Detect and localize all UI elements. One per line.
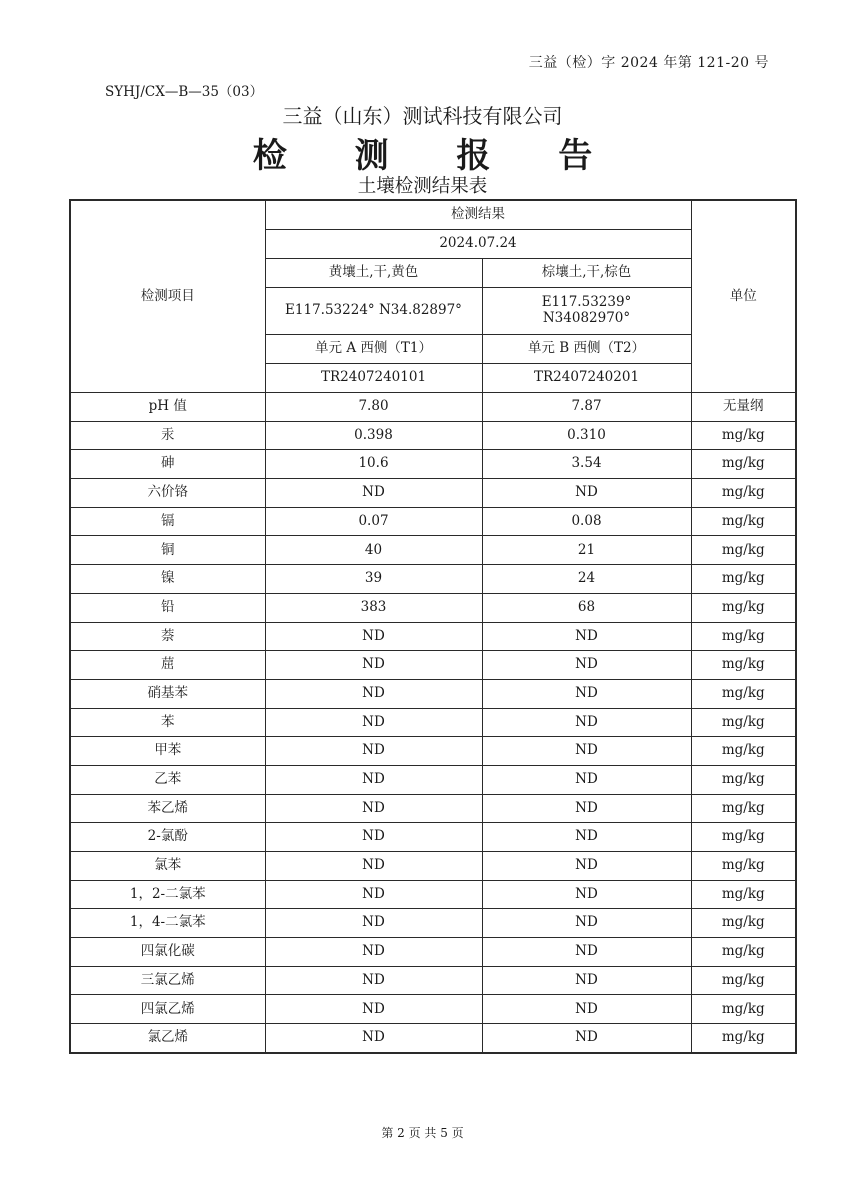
cell-item: 苯: [70, 708, 265, 737]
cell-item: 䓛: [70, 651, 265, 680]
page-number: 第 2 页 共 5 页: [381, 1126, 464, 1140]
cell-item: 汞: [70, 421, 265, 450]
cell-t2: ND: [482, 852, 691, 881]
table-row: [70, 708, 796, 737]
cell-t2: 0.310: [482, 421, 691, 450]
sample-description: 棕壤土,干,棕色: [482, 259, 691, 288]
cell-unit: mg/kg: [691, 536, 796, 565]
page-title: 检 测 报 告: [252, 136, 621, 176]
cell-unit: mg/kg: [691, 852, 796, 881]
cell-item: 六价铬: [70, 479, 265, 508]
cell-t1: ND: [265, 679, 482, 708]
table-row: [70, 679, 796, 708]
cell-item: 萘: [70, 622, 265, 651]
cell-t2: ND: [482, 909, 691, 938]
cell-t1: ND: [265, 995, 482, 1024]
cell-unit: mg/kg: [691, 909, 796, 938]
cell-t2: ND: [482, 708, 691, 737]
cell-t1: 10.6: [265, 450, 482, 479]
cell-t2: ND: [482, 995, 691, 1024]
cell-unit: mg/kg: [691, 450, 796, 479]
unit-header: 单位: [691, 200, 796, 393]
cell-t1: ND: [265, 622, 482, 651]
cell-unit: mg/kg: [691, 794, 796, 823]
cell-t1: ND: [265, 479, 482, 508]
cell-t1: ND: [265, 1024, 482, 1053]
cell-unit: mg/kg: [691, 479, 796, 508]
cell-t2: ND: [482, 622, 691, 651]
report-number: 三益（检）字 2024 年第 121-20 号: [528, 55, 769, 71]
cell-t1: 383: [265, 593, 482, 622]
table-row: [70, 995, 796, 1024]
cell-unit: mg/kg: [691, 507, 796, 536]
table-row: [70, 852, 796, 881]
table-row: [70, 593, 796, 622]
cell-unit: mg/kg: [691, 421, 796, 450]
cell-t2: ND: [482, 765, 691, 794]
cell-item: 镍: [70, 565, 265, 594]
cell-t2: ND: [482, 823, 691, 852]
cell-item: 1，2-二氯苯: [70, 880, 265, 909]
cell-item: 铅: [70, 593, 265, 622]
table-row: [70, 565, 796, 594]
cell-item: 镉: [70, 507, 265, 536]
cell-unit: mg/kg: [691, 995, 796, 1024]
cell-t2: ND: [482, 651, 691, 680]
table-row: [70, 450, 796, 479]
cell-item: 乙苯: [70, 765, 265, 794]
cell-t1: ND: [265, 966, 482, 995]
table-row: [70, 622, 796, 651]
cell-t1: ND: [265, 938, 482, 967]
cell-unit: mg/kg: [691, 679, 796, 708]
sample-coords: E117.53224° N34.82897°: [265, 288, 482, 335]
table-row: [70, 823, 796, 852]
cell-item: 四氯乙烯: [70, 995, 265, 1024]
cell-unit: mg/kg: [691, 966, 796, 995]
cell-t1: 0.398: [265, 421, 482, 450]
cell-item: 1，4-二氯苯: [70, 909, 265, 938]
sample-location: 单元 B 西侧（T2）: [482, 335, 691, 364]
cell-t2: ND: [482, 938, 691, 967]
cell-unit: mg/kg: [691, 565, 796, 594]
cell-item: 硝基苯: [70, 679, 265, 708]
cell-item: 铜: [70, 536, 265, 565]
cell-unit: mg/kg: [691, 765, 796, 794]
cell-t1: ND: [265, 765, 482, 794]
cell-t1: ND: [265, 737, 482, 766]
cell-t2: ND: [482, 966, 691, 995]
cell-item: 砷: [70, 450, 265, 479]
cell-t2: ND: [482, 1024, 691, 1053]
cell-t1: ND: [265, 823, 482, 852]
table-row: [70, 507, 796, 536]
sample-id: TR2407240201: [482, 364, 691, 393]
cell-item: 氯苯: [70, 852, 265, 881]
cell-t2: 68: [482, 593, 691, 622]
table-row: [70, 880, 796, 909]
form-code: SYHJ/CX—B—35（03）: [105, 84, 264, 100]
cell-item: 四氯化碳: [70, 938, 265, 967]
cell-t2: 3.54: [482, 450, 691, 479]
cell-t1: ND: [265, 852, 482, 881]
table-row: [70, 536, 796, 565]
company-name: 三益（山东）测试科技有限公司: [282, 104, 563, 128]
cell-t1: 0.07: [265, 507, 482, 536]
cell-unit: mg/kg: [691, 737, 796, 766]
sampling-date: 2024.07.24: [265, 230, 691, 259]
cell-unit: mg/kg: [691, 1024, 796, 1053]
cell-unit: mg/kg: [691, 880, 796, 909]
cell-t2: 24: [482, 565, 691, 594]
cell-t2: ND: [482, 479, 691, 508]
cell-t2: ND: [482, 737, 691, 766]
sample-id: TR2407240101: [265, 364, 482, 393]
cell-unit: 无量纲: [691, 393, 796, 422]
cell-t1: ND: [265, 651, 482, 680]
cell-unit: mg/kg: [691, 622, 796, 651]
table-row: [70, 765, 796, 794]
table-row: [70, 794, 796, 823]
cell-t2: ND: [482, 794, 691, 823]
cell-item: 2-氯酚: [70, 823, 265, 852]
cell-t1: 7.80: [265, 393, 482, 422]
sample-location: 单元 A 西侧（T1）: [265, 335, 482, 364]
cell-unit: mg/kg: [691, 593, 796, 622]
cell-unit: mg/kg: [691, 651, 796, 680]
cell-unit: mg/kg: [691, 823, 796, 852]
cell-item: 甲苯: [70, 737, 265, 766]
table-row: [70, 393, 796, 422]
cell-t2: ND: [482, 880, 691, 909]
table-row: [70, 966, 796, 995]
cell-item: 氯乙烯: [70, 1024, 265, 1053]
cell-t1: 40: [265, 536, 482, 565]
cell-t2: 0.08: [482, 507, 691, 536]
table-title: 土壤检测结果表: [357, 176, 488, 197]
cell-t1: 39: [265, 565, 482, 594]
sample-coords: E117.53239° N34082970°: [482, 288, 691, 335]
sample-description: 黄壤土,干,黄色: [265, 259, 482, 288]
item-header: 检测项目: [70, 200, 265, 393]
table-row: [70, 651, 796, 680]
cell-unit: mg/kg: [691, 708, 796, 737]
table-row: [70, 938, 796, 967]
results-table: [69, 199, 797, 1054]
table-row: [70, 479, 796, 508]
table-row: [70, 421, 796, 450]
cell-unit: mg/kg: [691, 938, 796, 967]
cell-t1: ND: [265, 880, 482, 909]
cell-t2: 21: [482, 536, 691, 565]
cell-t1: ND: [265, 909, 482, 938]
table-row: [70, 909, 796, 938]
cell-t2: 7.87: [482, 393, 691, 422]
result-header: 检测结果: [265, 200, 691, 230]
cell-item: 三氯乙烯: [70, 966, 265, 995]
cell-t2: ND: [482, 679, 691, 708]
cell-t1: ND: [265, 794, 482, 823]
header-row: [70, 200, 796, 230]
cell-item: pH 值: [70, 393, 265, 422]
table-row: [70, 1024, 796, 1053]
cell-t1: ND: [265, 708, 482, 737]
cell-item: 苯乙烯: [70, 794, 265, 823]
table-row: [70, 737, 796, 766]
